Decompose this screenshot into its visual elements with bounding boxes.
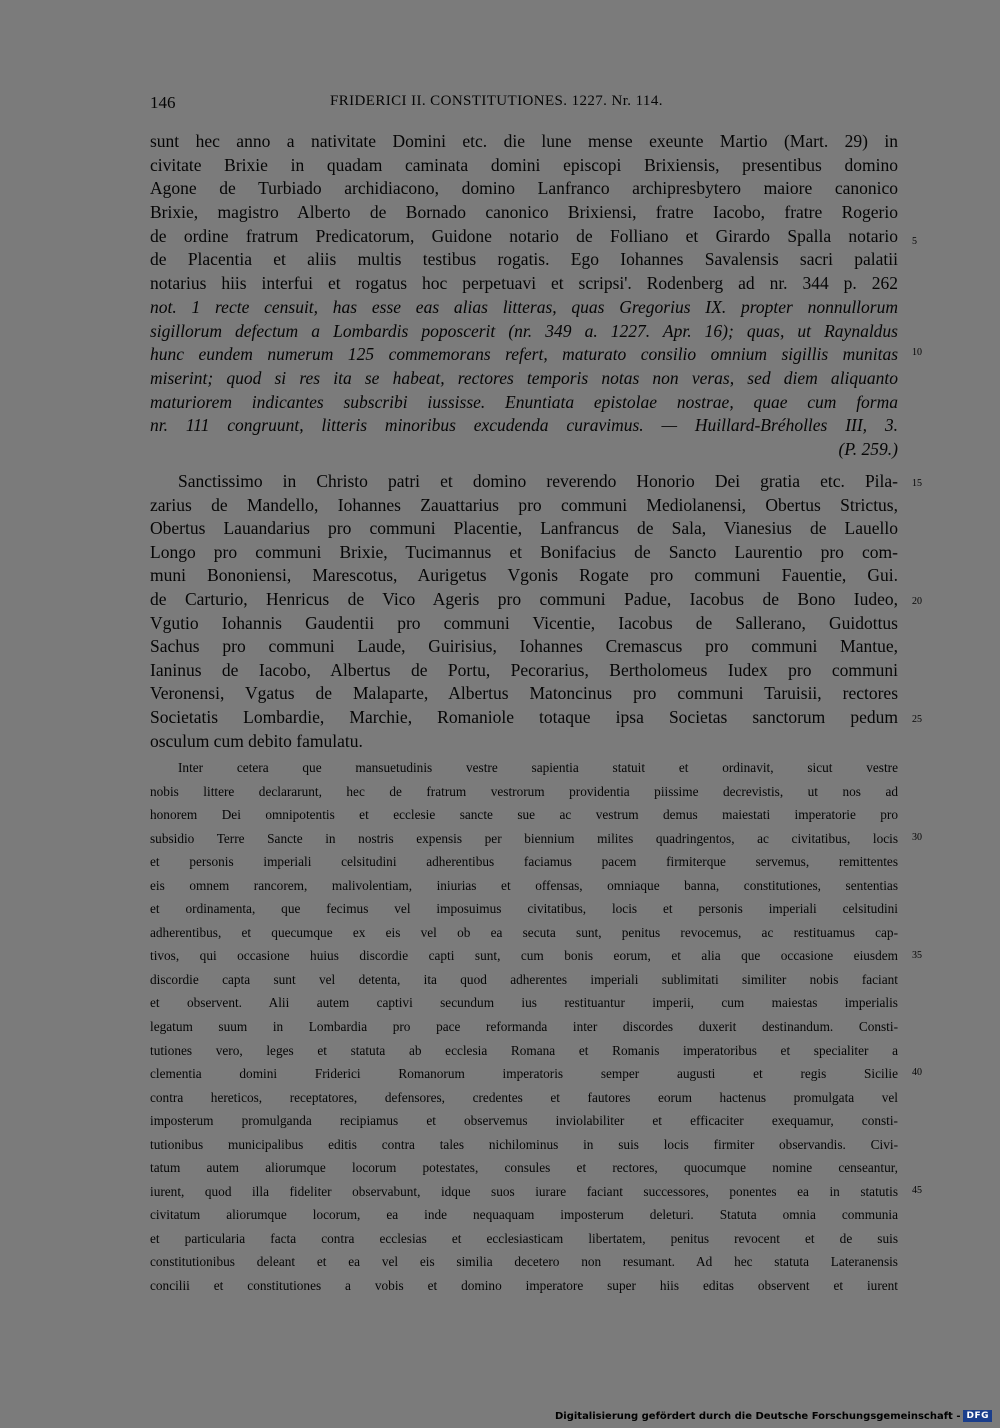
text-line: sigillorum defectum a Lombardis poposcerit (nr. 349 a. 1227. Apr. 16); quas, ut Raynaldus [150, 320, 898, 341]
text-line: et observent. Alii autem captivi secundum ius restituantur imperii, cum maiestas imperialis [150, 995, 898, 1011]
text-line: Vgutio Iohannis Gaudentii pro communi Vicentie, Iacobus de Sallerano, Guidottus [150, 612, 898, 633]
line-number: 25 [912, 714, 922, 725]
letter-address-paragraph [150, 470, 898, 753]
text-line: miserint; quod si res ita se habeat, rectores temporis notas non veras, sed diem aliquanto [150, 367, 898, 388]
line-number: 10 [912, 347, 922, 358]
line-number: 20 [912, 596, 922, 607]
text-line: subsidio Terre Sancte in nostris expensis per biennium milites quadringentos, ac civitatibus, locis [150, 830, 898, 846]
text-line: Ianinus de Iacobo, Albertus de Portu, Pecorarius, Bertholomeus Iudex pro communi [150, 659, 898, 680]
text-line: adherentibus, et quecumque ex eis vel ob ea secuta sunt, penitus revocemus, ac restituamus cap- [150, 924, 898, 940]
text-line: Sanctissimo in Christo patri et domino reverendo Honorio Dei gratia etc. Pila- [178, 471, 898, 491]
text-line: tutionibus municipalibus editis contra tales nichilominus in suis locis firmiter observandis. Civi- [150, 1136, 898, 1152]
text-line: imposterum promulganda recipiamus et observemus inviolabiliter et efficaciter exequamur, consti- [150, 1113, 898, 1129]
line-number: 35 [912, 950, 922, 961]
text-line: de ordine fratrum Predicatorum, Guidone notario de Folliano et Girardo Spalla notario [150, 225, 898, 246]
text-line: sunt hec anno a nativitate Domini etc. die lune mense exeunte Martio (Mart. 29) in [150, 131, 898, 151]
text-line: discordie capta sunt vel detenta, ita quod adherentes imperiali sublimitati similiter nobis faciant [150, 971, 898, 987]
text-line: hunc eundem numerum 125 commemorans refert, maturato consilio omnium sigillis munitas [150, 344, 898, 365]
text-line: et personis imperiali celsitudini adherentibus faciamus pacem firmiterque servemus, remittentes [150, 854, 898, 870]
text-line: et particularia facta contra ecclesias et ecclesiasticam libertatem, penitus revocent et de suis [150, 1230, 898, 1246]
text-line: legatum suum in Lombardia pro pace reformanda inter discordes duxerit destinandum. Consti- [150, 1019, 898, 1035]
text-line: de Placentia et aliis multis testibus rogatis. Ego Iohannes Savalensis sacri palatii [150, 249, 898, 270]
running-head: FRIDERICI II. CONSTITUTIONES. 1227. Nr. 114. [330, 93, 663, 109]
text-line: eis omnem rancorem, malivolentiam, iniurias et offensas, omniaque banna, constitutiones, sententias [150, 877, 898, 893]
letter-body-paragraph [150, 756, 898, 1298]
footer-text: Digitalisierung gefördert durch die Deutsche Forschungsgemeinschaft - [554, 1410, 961, 1422]
text-line: Brixie, magistro Alberto de Bornado canonico Brixiensi, fratre Iacobo, fratre Rogerio [150, 202, 898, 223]
line-number: 5 [912, 236, 917, 247]
text-line: Obertus Lauandarius pro communi Placentie, Lanfrancus de Sala, Vianesius de Lauello [150, 518, 898, 539]
text-line: civitatum aliorumque locorum, ea inde nequaquam imposterum deleturi. Statuta omnia communia [150, 1207, 898, 1223]
text-line: contra hereticos, receptatores, defensores, credentes et fautores eorum hactenus promulgata vel [150, 1089, 898, 1105]
line-number: 15 [912, 478, 922, 489]
text-line: nr. 111 congruunt, litteris minoribus excudenda curavimus. — Huillard-Bréholles III, 3. [150, 415, 898, 436]
footer-credit [555, 1410, 992, 1422]
line-number: 40 [912, 1067, 922, 1078]
text-line: et ordinamenta, que fecimus vel imposuimus civitatibus, locis et personis imperiali celsitudini [150, 901, 898, 917]
line-number: 45 [912, 1185, 922, 1196]
text-line: Inter cetera que mansuetudinis vestre sapientia statuit et ordinavit, sicut vestre [178, 760, 898, 775]
text-line: notarius hiis interfui et rogatus hoc perpetuavi et scripsi'. Rodenberg ad nr. 344 p. 262 [150, 273, 898, 294]
text-line: Agone de Turbiado archidiacono, domino Lanfranco archipresbytero maiore canonico [150, 178, 898, 199]
text-line: maturiorem indicantes subscribi iussisse. Enuntiata epistolae nostrae, quae cum forma [150, 391, 898, 412]
source-reference: (P. 259.) [838, 438, 898, 459]
text-line: iurent, quod illa fideliter observabunt, idque suos iurare faciant successores, ponentes ea in statutis [150, 1183, 898, 1199]
text-line: zarius de Mandello, Iohannes Zauattarius pro communi Mediolanensi, Obertus Strictus, [150, 494, 898, 515]
text-line: concilii et constitutiones a vobis et domino imperatore super hiis editas observent et iurent [150, 1278, 898, 1294]
text-line: civitate Brixie in quadam caminata domini episcopi Brixiensis, presentibus domino [150, 154, 898, 175]
intro-paragraph [150, 130, 898, 462]
line-number: 30 [912, 832, 922, 843]
text-line: Longo pro communi Brixie, Tucimannus et Bonifacius de Sancto Laurentio pro com- [150, 541, 898, 562]
text-line: clementia domini Friderici Romanorum imperatoris semper augusti et regis Sicilie [150, 1066, 898, 1082]
text-line: constitutionibus deleant et ea vel eis similia decetero non resumant. Ad hec statuta Lateranensis [150, 1254, 898, 1270]
page-number: 146 [150, 93, 176, 112]
text-line: Societatis Lombardie, Marchie, Romaniole totaque ipsa Societas sanctorum pedum [150, 706, 898, 727]
text-line: tatum autem aliorumque locorum potestates, consules et rectores, quocumque nomine censeantur, [150, 1160, 898, 1176]
text-line: osculum cum debito famulatu. [150, 730, 363, 751]
dfg-logo-icon: DFG [963, 1410, 992, 1422]
text-line: Veronensi, Vgatus de Malaparte, Albertus Matoncinus pro communi Taruisii, rectores [150, 683, 898, 704]
text-line: muni Bononiensi, Marescotus, Aurigetus Vgonis Rogate pro communi Fauentie, Gui. [150, 565, 898, 586]
text-line: nobis littere declararunt, hec de fratrum vestrorum providentia piissime decrevistis, ut nos ad [150, 783, 898, 799]
text-line: not. 1 recte censuit, has esse eas alias litteras, quas Gregorius IX. propter nonnullorum [150, 296, 898, 317]
text-line: tivos, qui occasione huius discordie capti sunt, cum bonis eorum, et alia que occasione eiusdem [150, 948, 898, 964]
text-line: Sachus pro communi Laude, Guirisius, Iohannes Cremascus pro communi Mantue, [150, 636, 898, 657]
text-line: de Carturio, Henricus de Vico Ageris pro communi Padue, Iacobus de Bono Iudeo, [150, 588, 898, 609]
text-line: tutiones vero, leges et statuta ab ecclesia Romana et Romanis imperatoribus et specialiter a [150, 1042, 898, 1058]
text-line: honorem Dei omnipotentis et ecclesie sancte sue ac vestrum demus maiestati imperatorie pro [150, 807, 898, 823]
